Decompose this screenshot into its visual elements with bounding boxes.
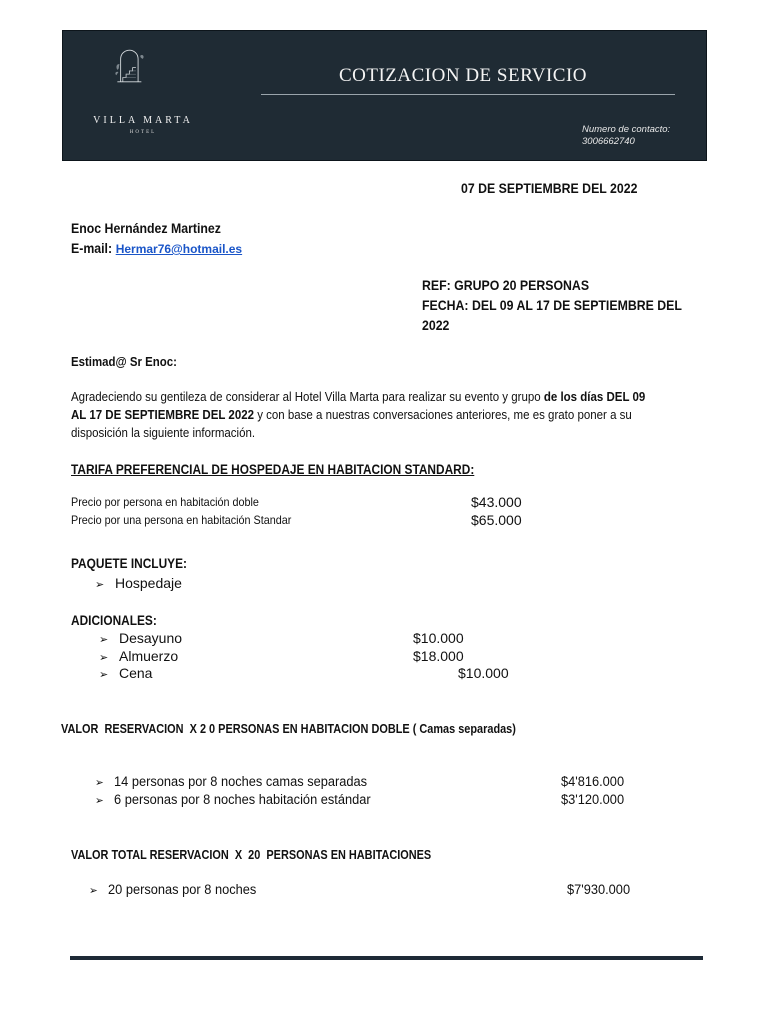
list-item [95,774,367,789]
bullet-arrow-icon: ➢ [99,652,109,664]
adicional-item-price: $10.000 [458,665,509,681]
paquete-item-label: Hospedaje [115,575,182,591]
intro-text-part2: y con base a nuestras conversaciones anteriores, me es grato poner a su disposición la siguiente información. [71,408,632,440]
adicional-item-label: Almuerzo [119,648,179,664]
logo-subtitle: HOTEL [129,130,157,135]
list-item [99,630,182,646]
valor-reservacion-heading: VALOR RESERVACION X 2 0 PERSONAS EN HABITACION DOBLE ( Camas separadas) [61,721,516,736]
list-item [99,665,152,681]
adicional-item-label: Cena [119,665,153,681]
recipient-name: Enoc Hernández Martinez [71,220,221,236]
adicional-item-label: Desayuno [119,630,183,646]
contact-number: 3006662740 [582,136,635,147]
intro-text-bold: de los días DEL 09 AL 17 DE SEPTIEMBRE DEL 2022 [71,390,646,422]
intro-text-part1: Agradeciendo su gentileza de considerar al Hotel Villa Marta para realizar su evento y grupo [71,390,544,404]
intro-paragraph [71,388,660,442]
tarifa-row-label: Precio por una persona en habitación Standar [71,513,292,527]
list-item [89,882,256,897]
header-divider [261,94,675,95]
email-label: E-mail: [71,240,113,256]
total-item-label: 20 personas por 8 noches [108,882,257,897]
reservacion-item-label: 6 personas por 8 noches habitación estándar [114,792,371,807]
adicional-item-price: $10.000 [413,630,464,646]
bullet-arrow-icon: ➢ [99,669,109,681]
recipient-email-link[interactable]: Hermar76@hotmail.es [115,242,243,256]
valor-total-heading: VALOR TOTAL RESERVACION X 20 PERSONAS EN HABITACIONES [71,847,432,862]
footer-divider [70,956,703,960]
adicionales-heading: ADICIONALES: [71,613,157,628]
tarifa-heading: TARIFA PREFERENCIAL DE HOSPEDAJE EN HABITACION STANDARD: [71,462,475,477]
list-item [95,792,371,807]
list-item [95,575,182,591]
adicional-item-price: $18.000 [413,648,464,664]
reference-dates-line1: FECHA: DEL 09 AL 17 DE SEPTIEMBRE DEL [422,297,682,313]
villa-marta-logo-icon [113,43,173,113]
tarifa-row-price: $43.000 [471,494,522,510]
document-title: COTIZACION DE SERVICIO [338,65,588,86]
logo-name: VILLA MARTA [93,115,193,126]
tarifa-row-price: $65.000 [471,512,522,528]
bullet-arrow-icon: ➢ [89,885,98,897]
reservacion-item-price: $4'816.000 [561,774,625,789]
reservacion-item-price: $3'120.000 [561,792,625,807]
recipient-email-row [71,240,242,258]
reservacion-item-label: 14 personas por 8 noches camas separadas [114,774,368,789]
bullet-arrow-icon: ➢ [99,634,109,646]
bullet-arrow-icon: ➢ [95,777,104,789]
tarifa-row-label: Precio por persona en habitación doble [71,495,259,509]
greeting: Estimad@ Sr Enoc: [71,354,177,369]
list-item [99,648,178,664]
document-date: 07 DE SEPTIEMBRE DEL 2022 [461,180,638,196]
bullet-arrow-icon: ➢ [95,795,104,807]
total-item-price: $7'930.000 [567,882,631,897]
reference-group: REF: GRUPO 20 PERSONAS [422,277,590,293]
paquete-heading: PAQUETE INCLUYE: [71,556,187,571]
bullet-arrow-icon: ➢ [95,579,105,591]
contact-label: Numero de contacto: [582,124,671,135]
header-banner [62,30,707,161]
reference-dates-line2: 2022 [422,317,450,333]
